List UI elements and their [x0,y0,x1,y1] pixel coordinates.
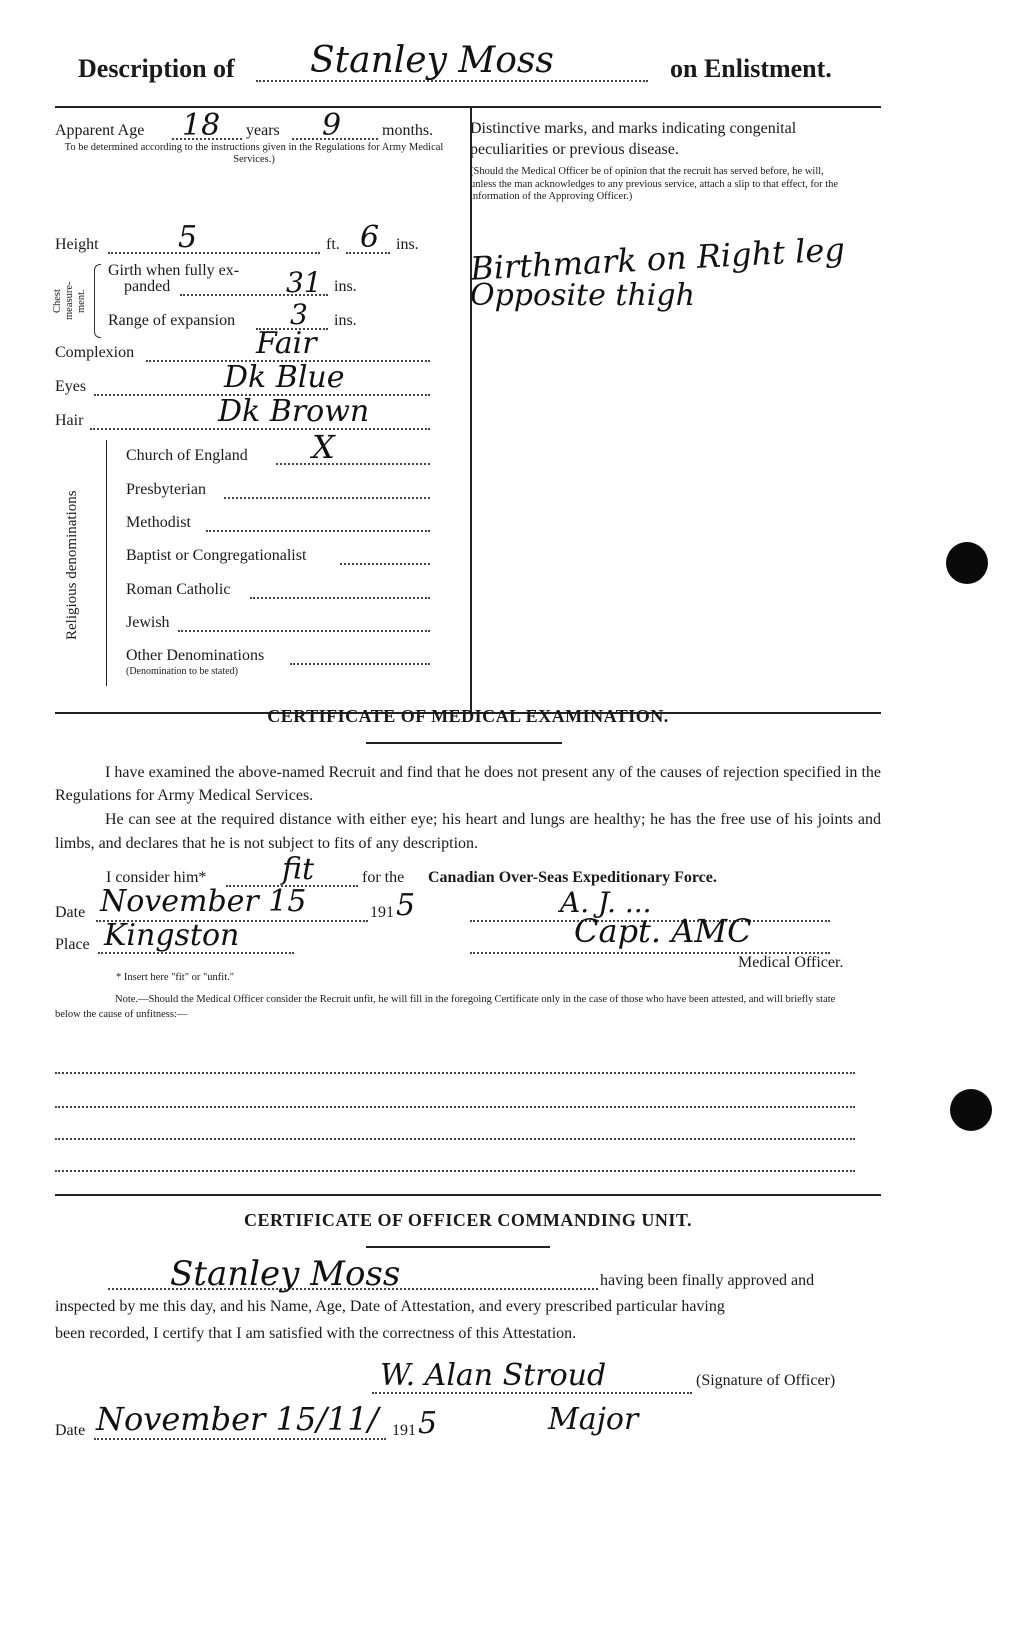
girth-ins-label: ins. [334,278,357,295]
place-value: Kingston [104,918,240,953]
consider-label: I consider him* [106,869,207,886]
religion-methodist: Methodist [126,514,191,531]
medical-title-underline [366,742,562,744]
eyes-value: Dk Blue [224,360,345,395]
medical-officer-rank: Capt. AMC [574,912,752,950]
medical-date-value: November 15 [100,884,307,919]
commanding-year-suffix: 5 [418,1406,438,1441]
eyes-label: Eyes [55,378,87,395]
years-label: years [246,122,280,139]
commanding-date-label: Date [55,1422,86,1439]
medical-title: CERTIFICATE OF MEDICAL EXAMINATION. [267,706,669,726]
height-in: 6 [360,220,380,255]
medical-para-1: I have examined the above-named Recruit and find that he does not present any of the causes of rejection specified in the Regulations for Army Medical Services. [55,764,881,804]
insert-note: * Insert here "fit" or "unfit." [116,972,235,983]
girth-value: 31 [286,266,322,299]
religion-line-3 [340,563,430,565]
religion-side-label: Religious denominations [64,490,80,640]
top-rule [55,106,881,108]
medical-para-2: He can see at the required distance with either eye; his heart and lungs are healthy; he has the free use of his joints and limbs, and declares that he is not subject to fits of any description. [55,811,881,852]
unfit-line-4 [55,1170,855,1172]
force-name: Canadian Over-Seas Expeditionary Force. [428,869,717,886]
religion-presbyterian: Presbyterian [126,481,206,498]
height-ft: 5 [178,220,198,255]
unfit-line-3 [55,1138,855,1140]
religion-mark-church-of-england: X [312,428,335,466]
header-name-line [256,80,648,82]
hair-value: Dk Brown [218,394,370,429]
religion-line-0 [276,463,430,465]
unfit-note: Note.—Should the Medical Officer consider the Recruit unfit, he will fill in the foregoing Certificate only in the case of those who have been attested, and will briefly state below the cause of unfitness:— [55,994,836,1020]
header-suffix: on Enlistment. [670,54,832,83]
commanding-rank: Major [548,1402,639,1437]
girth-label-1: Girth when fully ex- [108,262,240,279]
commanding-date-value: November 15/11/ [96,1400,379,1438]
commanding-top-rule [55,1194,881,1196]
range-label: Range of expansion [108,312,236,329]
religion-jewish: Jewish [126,614,170,631]
range-value: 3 [290,298,308,331]
commanding-date-line [94,1438,386,1440]
marks-handwritten-line-1: Birthmark on Right leg [469,230,846,288]
medical-year-suffix: 5 [396,888,416,923]
commanding-title: CERTIFICATE OF OFFICER COMMANDING UNIT. [243,1210,693,1230]
medical-year-prefix: 191 [370,904,394,921]
medical-date-label: Date [55,904,86,921]
religion-line-6 [290,663,430,665]
religion-line-4 [250,597,430,599]
girth-label-2: panded [124,278,171,295]
age-note: To be determined according to the instructions given in the Regulations for Army Medical Services.) [64,142,444,165]
punch-hole-top [946,542,988,584]
complexion-value: Fair [256,326,317,361]
religion-bracket [106,440,107,686]
unfit-line-1 [55,1072,855,1074]
religion-baptist: Baptist or Congregationalist [126,547,307,564]
religion-church-of-england: Church of England [126,447,248,464]
chest-brace [94,264,101,338]
marks-note: (Should the Medical Officer be of opinion that the recruit has served before, he will, unless the man acknowledges to any previous service, attach a slip to that effect, for the information of the Approving Officer.) [470,166,839,202]
religion-roman-catholic: Roman Catholic [126,581,231,598]
religion-line-5 [178,630,430,632]
height-label: Height [55,236,99,253]
complexion-label: Complexion [55,344,135,361]
age-years: 18 [182,108,221,143]
height-ins-label: ins. [396,236,419,253]
religion-other: Other Denominations [126,647,265,664]
age-months: 9 [322,108,342,143]
ft-label: ft. [326,236,340,253]
commanding-year-prefix: 191 [392,1422,416,1439]
religion-line-2 [206,530,430,532]
medical-officer-signature: A. J. ... [560,886,652,919]
commanding-name-value: Stanley Moss [170,1254,401,1294]
age-label: Apparent Age [55,122,145,139]
place-label: Place [55,936,90,953]
force-label: for the [362,869,405,886]
months-label: months. [382,122,434,139]
height-ft-line [108,252,320,254]
header-prefix: Description of [78,54,235,83]
marks-handwritten-line-2: Opposite thigh [470,278,695,313]
commanding-para-1: having been finally approved and [600,1272,815,1289]
header-name: Stanley Moss [310,40,554,81]
commanding-signature: W. Alan Stroud [380,1358,607,1393]
commanding-title-underline [366,1246,550,1248]
religion-other-note: (Denomination to be stated) [126,666,238,677]
commanding-para-2: inspected by me this day, and his Name, Age, Date of Attestation, and every prescribed particular having [55,1298,725,1315]
range-ins-label: ins. [334,312,357,329]
commanding-para-3: been recorded, I certify that I am satisfied with the correctness of this Attestation. [55,1325,577,1342]
punch-hole-bottom [950,1089,992,1131]
hair-label: Hair [55,412,84,429]
marks-heading: Distinctive marks, and marks indicating congenital peculiarities or previous disease. [470,120,797,158]
unfit-line-2 [55,1106,855,1108]
religion-line-1 [224,497,430,499]
commanding-signature-label: (Signature of Officer) [696,1372,836,1389]
medical-officer-label: Medical Officer. [738,954,844,971]
chest-side-label: Chest measure-ment. [52,281,87,321]
consider-value: fit [282,852,315,887]
